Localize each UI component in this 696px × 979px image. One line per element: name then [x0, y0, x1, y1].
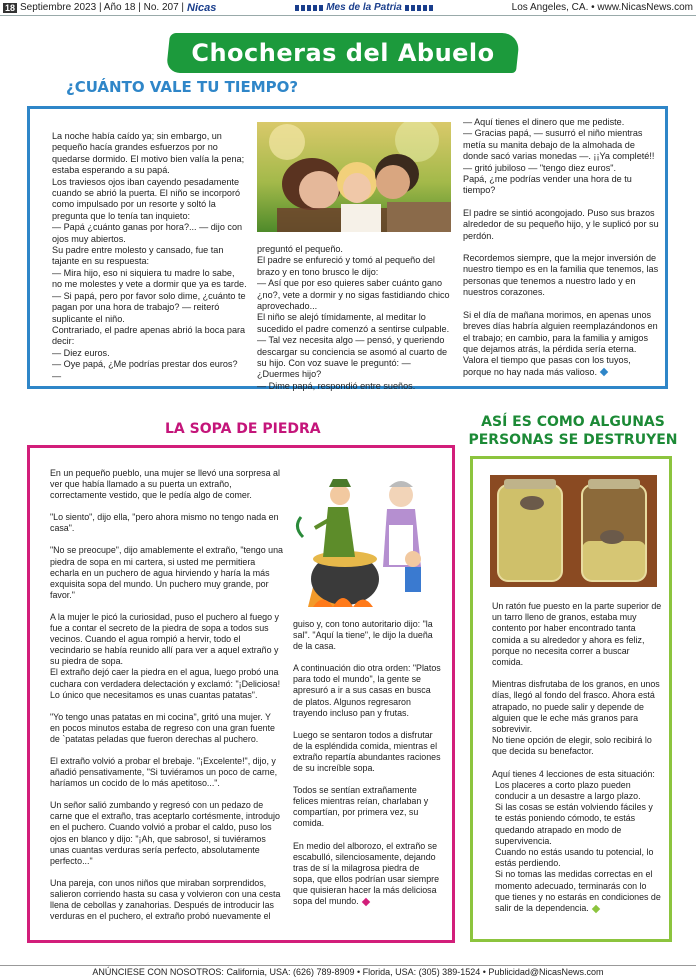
location-website: Los Angeles, CA. • www.NicasNews.com [511, 2, 693, 13]
paragraph: El extraño dejó caer la piedra en el agua, luego probó una cuchara con verdadera delectación y exclamó: "¡Deliciosa! Lo único que necesitamos es unas cuantas patatas". [50, 667, 281, 700]
header-left [3, 2, 216, 14]
lesson-item: Los placeres a corto plazo pueden conducir a un desastre a largo plazo. [495, 779, 641, 802]
paragraph: — Diez euros. [52, 347, 110, 358]
paragraph: — Aquí tienes el dinero que me pediste. [463, 117, 625, 127]
paragraph: Todos se sentían extrañamente felices mientras reían, charlaban y compartían, por primera vez, su comida. [293, 785, 429, 829]
article3-title-line2: PERSONAS SE DESTRUYEN [468, 432, 678, 448]
mouse-jars-photo [490, 475, 657, 587]
article3-body [492, 601, 662, 914]
paragraph: — Mira hijo, eso ni siquiera tu madre lo sabe, no me molestes y vete a dormir que ya es tarde. [52, 267, 247, 290]
paragraph: El extraño volvió a probar el brebaje. "¡Excelente!", dijo, y añadió pensativamente, "Si tuviéramos un poco de carne, haríamos un cocido de lo más apetitoso...". [50, 755, 278, 789]
paragraph: Una pareja, con unos niños que miraban sorprendidos, salieron corriendo hasta su casa y volvieron con una cesta llena de cebollas y zanahorias. Después de introducir las verduras en el puchero, el extraño probó nuevamente el [50, 877, 281, 922]
end-diamond-icon [361, 897, 369, 905]
paragraph: A la mujer le picó la curiosidad, puso el puchero al fuego y fue a contar el secreto de la piedra de sopa a todos sus vecinos. Cuando el agua rompió a hervir, todo el vecindario se había reunido allí para ver a aquel extraño y su piedra de sopa. [50, 611, 279, 667]
paragraph: Un señor salió zumbando y regresó con un pedazo de carne que el extraño, tras aceptarlo cortésmente, introdujo en el puchero. Cuando volvió a probar el caldo, puso los ojos en blanco y dijo: "¡Ah, que sabroso!, si tuviéramos unas cuantas verduras sería perfecto, absolutamente perfecto..." [50, 800, 280, 866]
paragraph: "Lo siento", dijo ella, "pero ahora mismo no tengo nada en casa". [50, 512, 279, 534]
paragraph: En un pequeño pueblo, una mujer se llevó una sorpresa al ver que había llamado a su puerta un extraño, correctamente vestido, que le pedía algo de comer. [50, 468, 280, 501]
section-label [295, 2, 433, 13]
paragraph: guiso y, con tono autoritario dijo: "la sal". "Aquí la tiene", le dijo la dueña de la casa. [293, 619, 433, 652]
paragraph: Si el día de mañana morimos, en apenas unos breves días habría alguien reemplazándonos en el trabajo; en cambio, para la familia y amigos que dejamos atrás, la pérdida sería eterna. [463, 309, 658, 354]
lessons-intro: Aquí tienes 4 lecciones de esta situación: [492, 768, 655, 779]
issue-info: Septiembre 2023 | Año 18 | No. 207 | [20, 2, 185, 13]
article1-column-3 [463, 117, 661, 378]
lesson-item: Si no tomas las medidas correctas en el momento adecuado, terminarás con lo que tienes y no estarás en condiciones de salir de la dependencia. [495, 869, 661, 914]
lesson-item-end [492, 869, 662, 914]
paragraph: A continuación dio otra orden: "Platos para todo el mundo", la gente se apresuró a ir a sus casas en busca de platos. Algunos regresaron trayendo incluso pan y frutas. [293, 663, 441, 718]
paragraph: No tiene opción de elegir, solo recibirá lo que decida su benefactor. [492, 735, 652, 757]
paragraph: — Dime papá, respondió entre sueños. [257, 380, 416, 391]
article3-title-line1: ASÍ ES COMO ALGUNAS [481, 414, 665, 430]
article2-title: LA SOPA DE PIEDRA [165, 421, 321, 437]
paragraph: El padre se enfureció y tomó al pequeño del brazo y en tono brusco le dijo: [257, 255, 435, 277]
paragraph: Un ratón fue puesto en la parte superior de un tarro lleno de granos, estaba muy contento por haber encontrado tanta comida a su alrededor y ahora es feliz, porque no necesita correr a buscar comida. [492, 601, 662, 668]
article2-column-2 [293, 619, 441, 907]
article1-title: ¿CUÁNTO VALE TU TIEMPO? [66, 78, 299, 96]
flag-stripes-icon [405, 5, 433, 11]
paragraph: Contrariado, el padre apenas abrió la boca para decir: [52, 324, 246, 347]
paragraph: En medio del alborozo, el extraño se escabulló, silenciosamente, dejando tras de sí la milagrosa piedra de sopa, que ellos podrían usar siempre que quisieran hacer la más deliciosa sopa del mundo. [293, 840, 440, 906]
nicas-logo: Nicas [187, 1, 217, 14]
paragraph: Mientras disfrutaba de los granos, en unos días, llegó al fondo del frasco. Ahora está atrapado, no puede salir y depende de alguien que le eche más granos para sobrevivir. [492, 679, 660, 735]
stone-soup-illustration [293, 467, 433, 612]
paragraph: "Yo tengo unas patatas en mi cocina", gritó una mujer. Y en pocos minutos estaba de regreso con una gran fuente de `patatas peladas que fueron derechas al puchero. [50, 711, 275, 744]
paragraph: — Si papá, pero por favor solo dime, ¿cuánto te pagan por una hora de trabajo? — reiteró suplicante el niño. [52, 290, 246, 324]
paragraph: El niño se alejó tímidamente, al meditar lo sucedido el padre comenzó a sentirse culpable. [257, 312, 450, 334]
page-header [0, 0, 696, 16]
paragraph: — Así que por eso quieres saber cuánto gano ¿no?, vete a dormir y no sigas fastidiando chico aprovechado... [257, 278, 450, 312]
paragraph-end [463, 355, 661, 378]
paragraph-end [293, 841, 441, 908]
paragraph: La noche había caído ya; sin embargo, un pequeño hacía grandes esfuerzos por no quedarse dormido. El motivo bien valía la pena; estaba esperando a su papá. [52, 131, 245, 176]
paragraph: El padre se sintió acongojado. Puso sus brazos alrededor de su pequeño hijo, y le suplicó por su perdón. [463, 207, 659, 241]
article1-column-1 [52, 131, 247, 382]
page-footer: ANÚNCIESE CON NOSOTROS: California, USA: (626) 789-8909 • Florida, USA: (305) 389-1524 • Publicidad@NicasNews.com [0, 965, 696, 979]
paragraph: preguntó el pequeño. [257, 244, 343, 254]
banner-title: Chocheras del Abuelo [191, 39, 495, 67]
paragraph: Su padre entre molesto y cansado, fue tan tajante en su respuesta: [52, 245, 224, 267]
end-diamond-icon [592, 904, 600, 912]
paragraph: — Tal vez necesita algo — pensó, y queriendo descargar su conciencia se asomó al cuarto de su hijo. Con voz suave le preguntó: — ¿Duermes hijo? [257, 335, 448, 380]
paragraph: — Gracias papá, — susurró el niño mientras metía su manita debajo de la almohada de donde sacó varias monedas —. ¡¡Ya completé!! — gritó jubiloso — "tengo diez euros". [463, 128, 655, 173]
paragraph: Luego se sentaron todos a disfrutar de la espléndida comida, mientras el extraño repartía abundantes raciones de su increíble sopa. [293, 729, 441, 774]
article2-column-1 [50, 468, 283, 922]
paragraph: Recordemos siempre, que la mejor inversión de nuestro tiempo es en la familia que tenemos, las personas que tenemos a nuestro lado y en nuestros corazones. [463, 253, 659, 298]
paragraph: Valora el tiempo que pasas con los tuyos, porque no hay nada más valioso. [463, 355, 631, 377]
page-number: 18 [5, 2, 16, 13]
article1-column-2 [257, 244, 454, 392]
section-name: Mes de la Patria [326, 2, 402, 13]
paragraph: Papá, ¿me podrías vender una hora de tu tiempo? [463, 174, 632, 196]
paragraph: — Oye papá, ¿Me podrías prestar dos euros? — [52, 359, 238, 381]
lesson-item: Cuando no estás usando tu potencial, lo estás perdiendo. [495, 847, 654, 869]
flag-stripes-icon [295, 5, 323, 11]
lesson-item: Si las cosas se están volviendo fáciles y te estás poniendo cómodo, te estás quedando atrapado en modo de supervivencia. [495, 802, 653, 846]
family-photo [257, 122, 451, 232]
paragraph: Los traviesos ojos iban cayendo pesadamente cuando se abrió la puerta. El niño se incorporó como impulsado por un resorte y soltó la pregunta que lo tenía tan inquieto: [52, 176, 241, 221]
paragraph: — Papá ¿cuánto ganas por hora?... — dijo con ojos muy abiertos. [52, 222, 243, 244]
end-diamond-icon [600, 368, 608, 376]
paragraph: "No se preocupe", dijo amablemente el extraño, "tengo una piedra de sopa en mi cartera, si usted me permitiera echarla en un puchero de agua hirviendo y haría la más exquisita sopa del mundo. Un puchero muy grande, por favor." [50, 545, 283, 600]
